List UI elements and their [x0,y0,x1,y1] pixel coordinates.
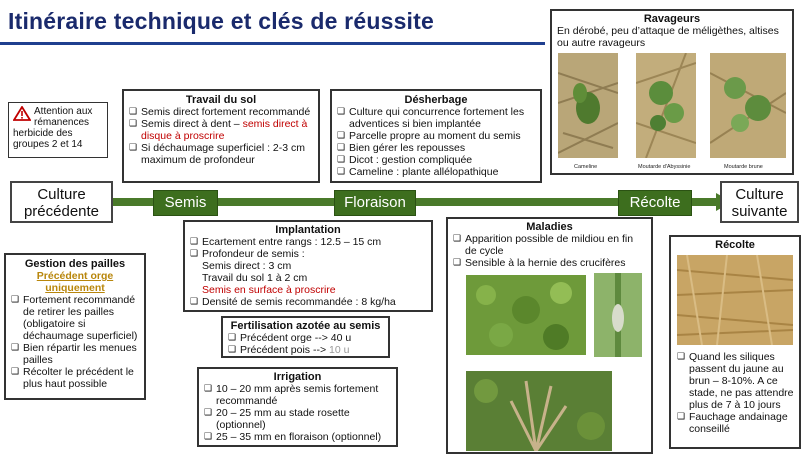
list-item: ❑ Fortement recommandé de retirer les pailles (obligatoire si déchaumage superficiel) [11,294,139,342]
title-underline [0,42,545,45]
hernie-photo [594,273,642,357]
list-item: ❑ Semis direct à dent – semis direct à disque à proscrire [129,118,313,142]
desherbage-box [330,89,542,183]
implantation-heading: Implantation [275,224,341,236]
warning-text: Attention aux rémanences herbicide des groupes 2 et 14 [13,106,93,150]
list-item: ❑ Précédent orge --> 40 u [228,332,383,344]
list-item: ❑ Si déchaumage superficiel : 2-3 cm maximum de profondeur [129,142,313,166]
ravageurs-box [550,9,794,175]
list-item: ❑ Densité de semis recommandée : 8 kg/ha [190,296,426,308]
implantation-box [183,220,433,312]
recolte-photo [677,255,793,345]
list-item: ❑ Fauchage andainage conseillé [677,411,797,435]
fertilisation-heading: Fertilisation azotée au semis [230,320,381,332]
moutarde-abyssinie-caption: Moutarde d'Abyssinie [638,164,691,170]
list-item: ❑ Dicot : gestion compliquée [337,154,535,166]
irrigation-box [197,367,398,447]
culture-suivante-box [720,181,799,223]
gestion-pailles-sub: Précédent orge uniquement [36,270,114,294]
gestion-pailles-heading: Gestion des pailles [24,258,126,270]
page-title: Itinéraire technique et clés de réussite [8,8,434,34]
desherbage-heading: Désherbage [404,94,468,106]
list-item: ❑ Sensible à la hernie des crucifères [453,257,646,269]
travail-sol-heading: Travail du sol [185,94,257,106]
list-item: ❑ Cameline : plante allélopathique [337,166,535,178]
list-item: ❑ Précédent pois --> 10 u [228,344,383,356]
warning-icon [13,106,31,121]
cameline-photo [558,53,618,158]
list-item: ❑ 10 – 20 mm après semis fortement recommandé [204,383,391,407]
mildiou-photo [466,275,586,355]
stage-floraison: Floraison [334,190,416,216]
list-item: ❑ Récolter le précédent le plus haut possible [11,366,139,390]
list-item: ❑ 20 – 25 mm au stade rosette (optionnel) [204,407,391,431]
ravageurs-heading: Ravageurs [643,13,701,25]
ravageurs-text: En dérobé, peu d’attaque de méligèthes, altises ou autre ravageurs [557,25,779,49]
plante-malade-photo [466,371,612,451]
list-item: ❑ Bien répartir les menues pailles [11,342,139,366]
moutarde-brune-caption: Moutarde brune [724,164,763,170]
cameline-caption: Cameline [574,164,598,170]
list-item: ❑ Culture qui concurrence fortement les adventices si bien implantée [337,106,535,130]
maladies-box [446,217,653,454]
recolte-box [669,235,801,449]
moutarde-abyssinie-photo [636,53,696,158]
stage-recolte: Récolte [618,190,692,216]
list-item: ❑ Quand les siliques passent du jaune au brun – 8-10%. A ce stade, ne pas attendre plus de 7 à 10 jours [677,351,797,411]
warning-box [8,102,108,158]
list-item: ❑ Profondeur de semis : Semis direct : 3 cm Travail du sol 1 à 2 cm Semis en surface à proscrire [190,248,426,296]
maladies-heading: Maladies [526,221,573,233]
list-item: ❑ Semis direct fortement recommandé [129,106,313,118]
list-item: ❑ 25 – 35 mm en floraison (optionnel) [204,431,391,443]
stage-semis: Semis [153,190,218,216]
fertilisation-box [221,316,390,358]
list-item: ❑ Bien gérer les repousses [337,142,535,154]
culture-suivante-label: Culture suivante [731,186,788,220]
culture-precedente-box [10,181,113,223]
list-item: ❑ Parcelle propre au moment du semis [337,130,535,142]
list-item: ❑ Apparition possible de mildiou en fin de cycle [453,233,646,257]
travail-sol-box [122,89,320,183]
gestion-pailles-box [4,253,146,400]
irrigation-heading: Irrigation [273,371,322,383]
culture-precedente-label: Culture précédente [23,186,100,220]
recolte-heading: Récolte [715,239,755,251]
moutarde-brune-photo [710,53,786,158]
list-item: ❑ Ecartement entre rangs : 12.5 – 15 cm [190,236,426,248]
